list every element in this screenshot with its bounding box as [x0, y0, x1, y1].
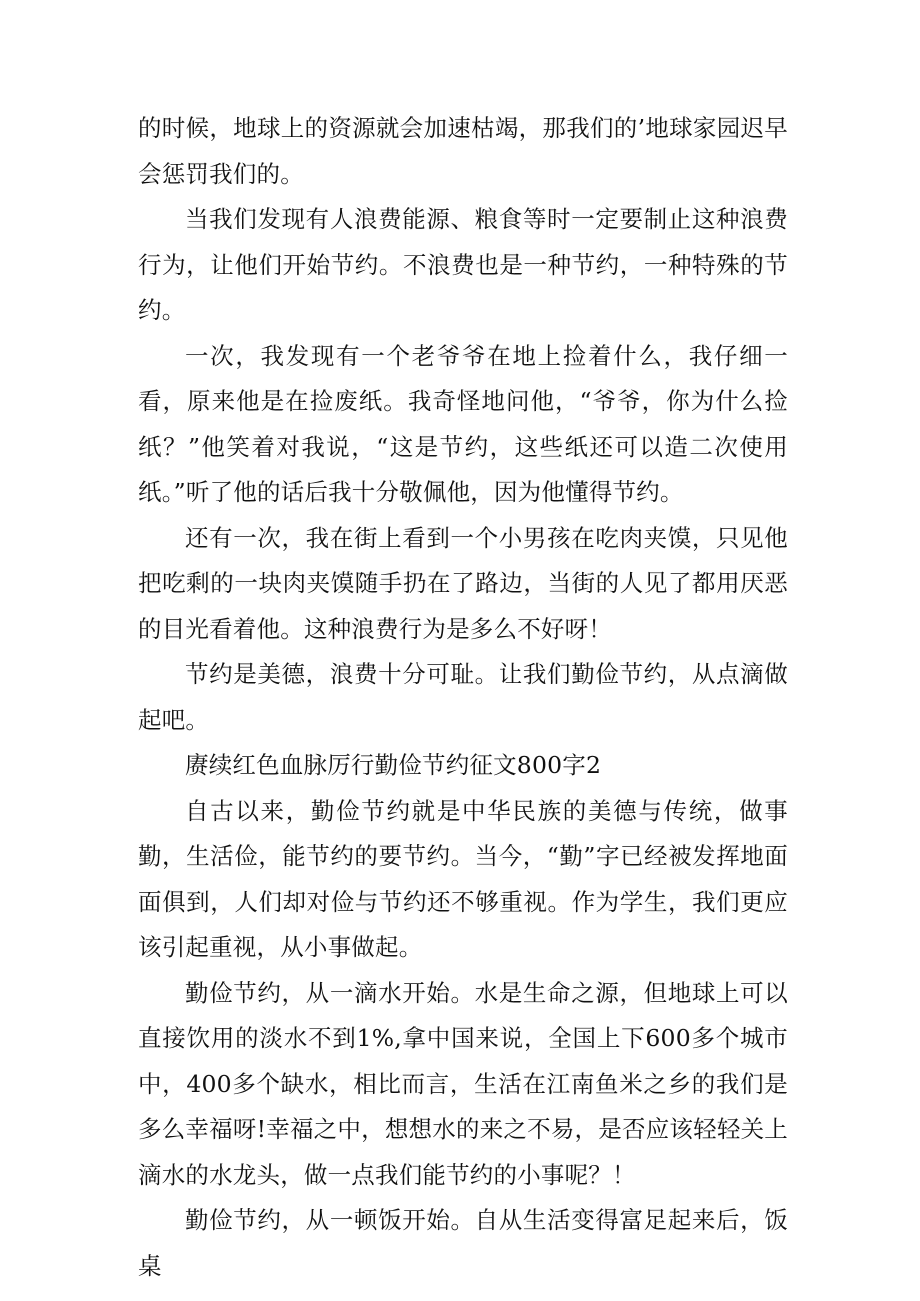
paragraph: 勤俭节约，从一顿饭开始。自从生活变得富足起来后，饭桌 [138, 1206, 788, 1280]
section-heading: 赓续红色血脉厉行勤俭节约征文800字2 [185, 751, 602, 779]
paragraph: 一次，我发现有一个老爷爷在地上捡着什么，我仔细一看，原来他是在捡废纸。我奇怪地问他，“爷爷，你为什么捡纸？”他笑着对我说，“这是节约，这些纸还可以造二次使用纸。”听了他的话后我十分敬佩他，因为他懂得节约。 [138, 341, 788, 506]
paragraph: 的时候，地球上的资源就会加速枯竭，那我们的’地球家园迟早会惩罚我们的。 [138, 114, 788, 188]
paragraph: 当我们发现有人浪费能源、粮食等时一定要制止这种浪费行为，让他们开始节约。不浪费也是一种节约，一种特殊的节约。 [138, 205, 788, 324]
paragraph: 节约是美德，浪费十分可耻。让我们勤俭节约，从点滴做起吧。 [138, 660, 788, 734]
paragraph: 勤俭节约，从一滴水开始。水是生命之源，但地球上可以直接饮用的淡水不到1%,拿中国来说，全国上下600多个城市中，400多个缺水，相比而言，生活在江南鱼米之乡的我们是多么幸福呀!幸福之中，想想水的来之不易，是否应该轻轻关上滴水的水龙头，做一点我们能节约的小事呢？！ [138, 978, 788, 1189]
document-body [138, 106, 788, 1289]
paragraph: 还有一次，我在街上看到一个小男孩在吃肉夹馍，只见他把吃剩的一块肉夹馍随手扔在了路边，当街的人见了都用厌恶的目光看着他。这种浪费行为是多么不好呀！ [138, 523, 788, 643]
paragraph: 自古以来，勤俭节约就是中华民族的美德与传统，做事勤，生活俭，能节约的要节约。当今，“勤”字已经被发挥地面面俱到，人们却对俭与节约还不够重视。作为学生，我们更应该引起重视，从小事做起。 [138, 796, 788, 961]
